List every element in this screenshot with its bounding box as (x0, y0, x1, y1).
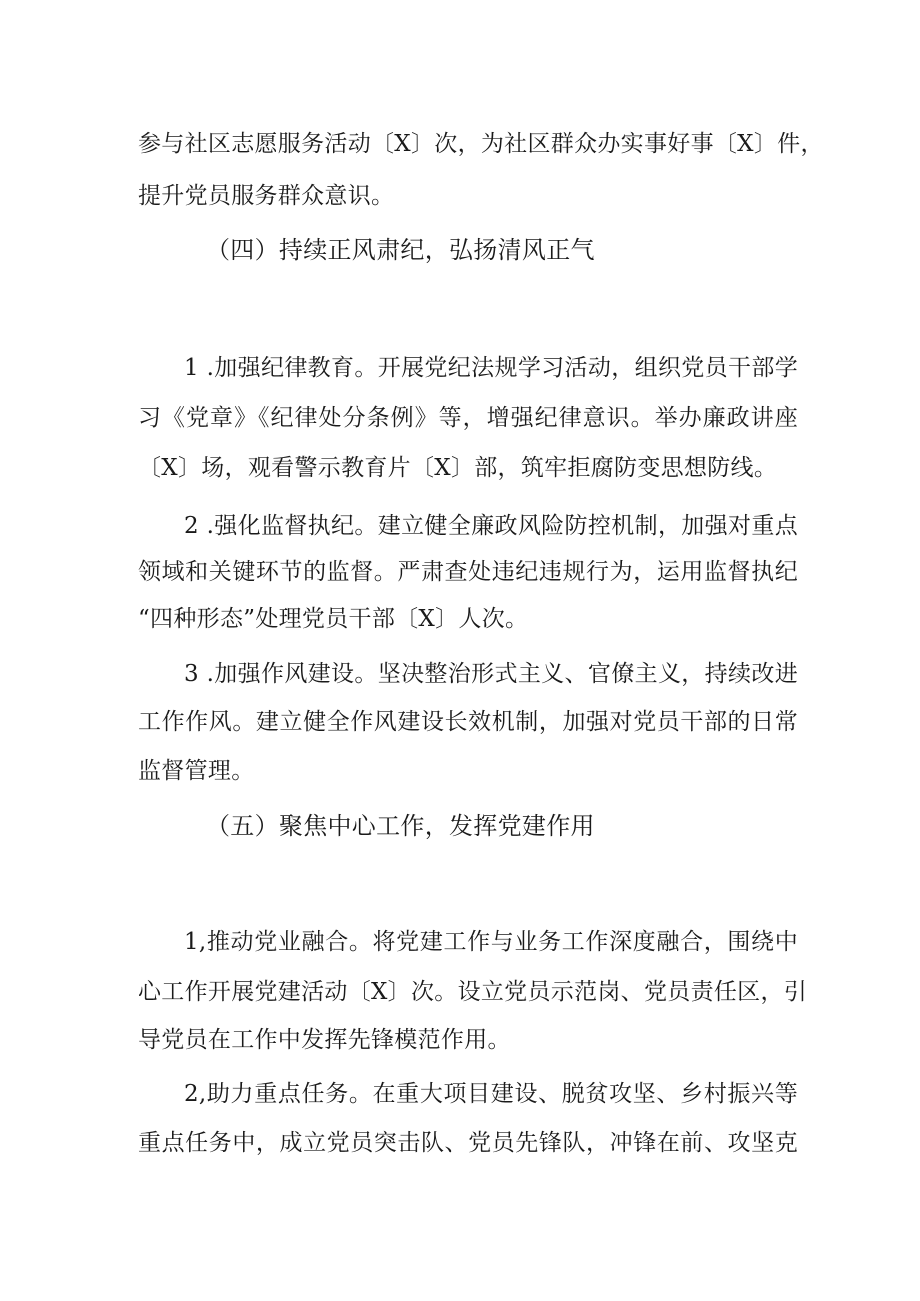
s5-item2-line-1: 2,助力重点任务。在重大项目建设、脱贫攻坚、乡村振兴等 (184, 1081, 798, 1107)
s4-item2-line-3: “四种形态”处理党员干部〔X〕人次。 (138, 606, 529, 632)
s4-item3-line-1: 3 .加强作风建设。坚决整治形式主义、官僚主义，持续改进 (184, 661, 798, 687)
s5-item1-line-1: 1,推动党业融合。将党建工作与业务工作深度融合，围绕中 (184, 929, 798, 955)
intro-line-2: 提升党员服务群众意识。 (138, 183, 395, 209)
s5-item2-line-2: 重点任务中，成立党员突击队、党员先锋队，冲锋在前、攻坚克 (138, 1130, 798, 1156)
s4-item3-line-2: 工作作风。建立健全作风建设长效机制，加强对党员干部的日常 (138, 709, 798, 735)
section-5-heading: （五）聚焦中心工作，发挥党建作用 (206, 812, 595, 840)
s4-item3-line-3: 监督管理。 (138, 758, 255, 784)
s4-item2-line-2: 领域和关键环节的监督。严肃查处违纪违规行为，运用监督执纪 (138, 559, 798, 585)
intro-line-1: 参与社区志愿服务活动〔X〕次，为社区群众办实事好事〔X〕件， (138, 131, 824, 157)
s4-item1-line-1: 1 .加强纪律教育。开展党纪法规学习活动，组织党员干部学 (184, 355, 798, 381)
s5-item1-line-3: 导党员在工作中发挥先锋模范作用。 (138, 1027, 511, 1053)
s4-item1-line-3: 〔X〕场，观看警示教育片〔X〕部，筑牢拒腐防变思想防线。 (138, 455, 778, 481)
section-4-heading: （四）持续正风肃纪，弘扬清风正气 (206, 236, 595, 264)
s4-item1-line-2: 习《党章》《纪律处分条例》等，增强纪律意识。举办廉政讲座 (138, 405, 798, 431)
s4-item2-line-1: 2 .强化监督执纪。建立健全廉政风险防控机制，加强对重点 (184, 513, 798, 539)
s5-item1-line-2: 心工作开展党建活动〔X〕次。设立党员示范岗、党员责任区，引 (138, 979, 808, 1005)
